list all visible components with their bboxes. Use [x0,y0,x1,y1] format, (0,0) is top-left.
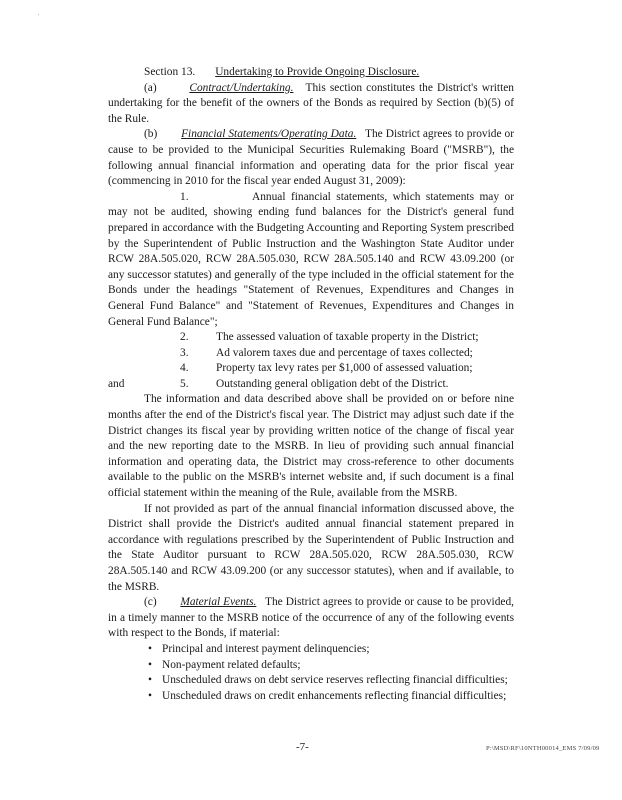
item-text: The assessed valuation of taxable property in the District; [216,331,479,344]
document-body [108,65,514,704]
item-number: 2. [180,331,189,344]
item-number: 4. [180,362,189,375]
section-number: Section 13. [144,66,196,78]
bullet-icon: • [148,642,152,655]
item-text: Ad valorem taxes due and percentage of taxes collected; [216,346,473,359]
bullet-text: Principal and interest payment delinquencies; [162,642,370,655]
paragraph-a [108,81,514,128]
paragraph-b-label: (b) [144,128,158,141]
paragraph-c-text: The District agrees to provide or cause to be provided, in a timely manner to the MSRB notice of the occurrence of any of the following events with respect to the Bonds, if material: [108,596,515,640]
item-number: 1. [180,190,189,203]
list-item [108,361,514,377]
material-events-list [108,642,514,704]
scan-mark: ' [38,14,40,20]
paragraph-a-text: This section constitutes the District's written undertaking for the benefit of the owners of the Bonds as required by Section (b)(5) of the Rule. [108,81,514,125]
item-number: 3. [180,346,189,359]
item-number: 5. [180,377,189,390]
list-item [108,658,514,674]
list-item [108,673,514,689]
paragraph-b-text: The District agrees to provide or cause to be provided to the Municipal Securities Rulemaking Board ("MSRB"), the following annual financial information and operating data for the prior fiscal year (commencing in 2010 for the fiscal year ended August 31, 2009): [108,128,515,188]
bullet-text: Unscheduled draws on debt service reserves reflecting financial difficulties; [162,674,508,687]
bullet-icon: • [148,658,152,671]
paragraph-c-label: (c) [144,596,157,609]
list-item [108,346,514,362]
bullet-text: Unscheduled draws on credit enhancements reflecting financial difficulties; [162,689,507,702]
paragraph-b [108,127,514,189]
document-id: P:\MSD\RF\10NTH00014_EMS 7/09/09 [486,745,600,752]
list-item [108,642,514,658]
section-title: Undertaking to Provide Ongoing Disclosure. [215,66,420,78]
bullet-text: Non-payment related defaults; [162,658,301,671]
page-number: -7- [296,741,309,753]
paragraph-b-heading: Financial Statements/Operating Data. [181,128,357,141]
paragraph-c-heading: Material Events. [180,596,257,609]
item-text: Annual financial statements, which statements may or may not be audited, showing ending fund balances for the District's general fund prepared in accordance with the Budgeting Accounting and Reporting System prescribed by the Superintendent of Public Instruction and the Washington State Auditor under RCW 28A.505.020, RCW 28A.505.030, RCW 28A.505.140 and RCW 43.09.200 (or any successor statutes) and generally of the type included in the official statement for the Bonds under the headings "Statement of Revenues, Expenditures and Changes in General Fund Balance" and "Statement of Revenues, Expenditures and Changes in General Fund Balance"; [108,190,514,328]
bullet-icon: • [148,689,152,702]
paragraph-a-label: (a) [144,81,157,94]
paragraph-c [108,595,514,642]
paragraph-a-heading: Contract/Undertaking. [189,81,294,94]
list-item [108,689,514,705]
list-item [108,377,514,393]
item-trail-text: and [108,377,125,390]
list-item [108,330,514,346]
paragraph-audit: If not provided as part of the annual financial information discussed above, the District shall provide the District's audited annual financial statement prepared in accordance with regulations prescribed by the Superintendent of Public Instruction and the State Auditor pursuant to RCW 28A.505.020, RCW 28A.505.030, RCW 28A.505.140 and RCW 43.09.200 (or any successor statutes), when and if available, to the MSRB. [108,502,514,593]
section-heading [108,65,514,81]
bullet-icon: • [148,674,152,687]
item-text: Outstanding general obligation debt of the District. [216,377,449,390]
item-text: Property tax levy rates per $1,000 of assessed valuation; [216,362,473,375]
paragraph-info: The information and data described above shall be provided on or before nine months after the end of the District's fiscal year. The District may adjust such date if the District changes its fiscal year by providing written notice of the change of fiscal year and the new reporting date to the MSRB. In lieu of providing such annual financial information and operating data, the District may cross-reference to other documents available to the public on the MSRB's internet website and, if such document is a final official statement within the meaning of the Rule, available from the MSRB. [108,393,514,500]
